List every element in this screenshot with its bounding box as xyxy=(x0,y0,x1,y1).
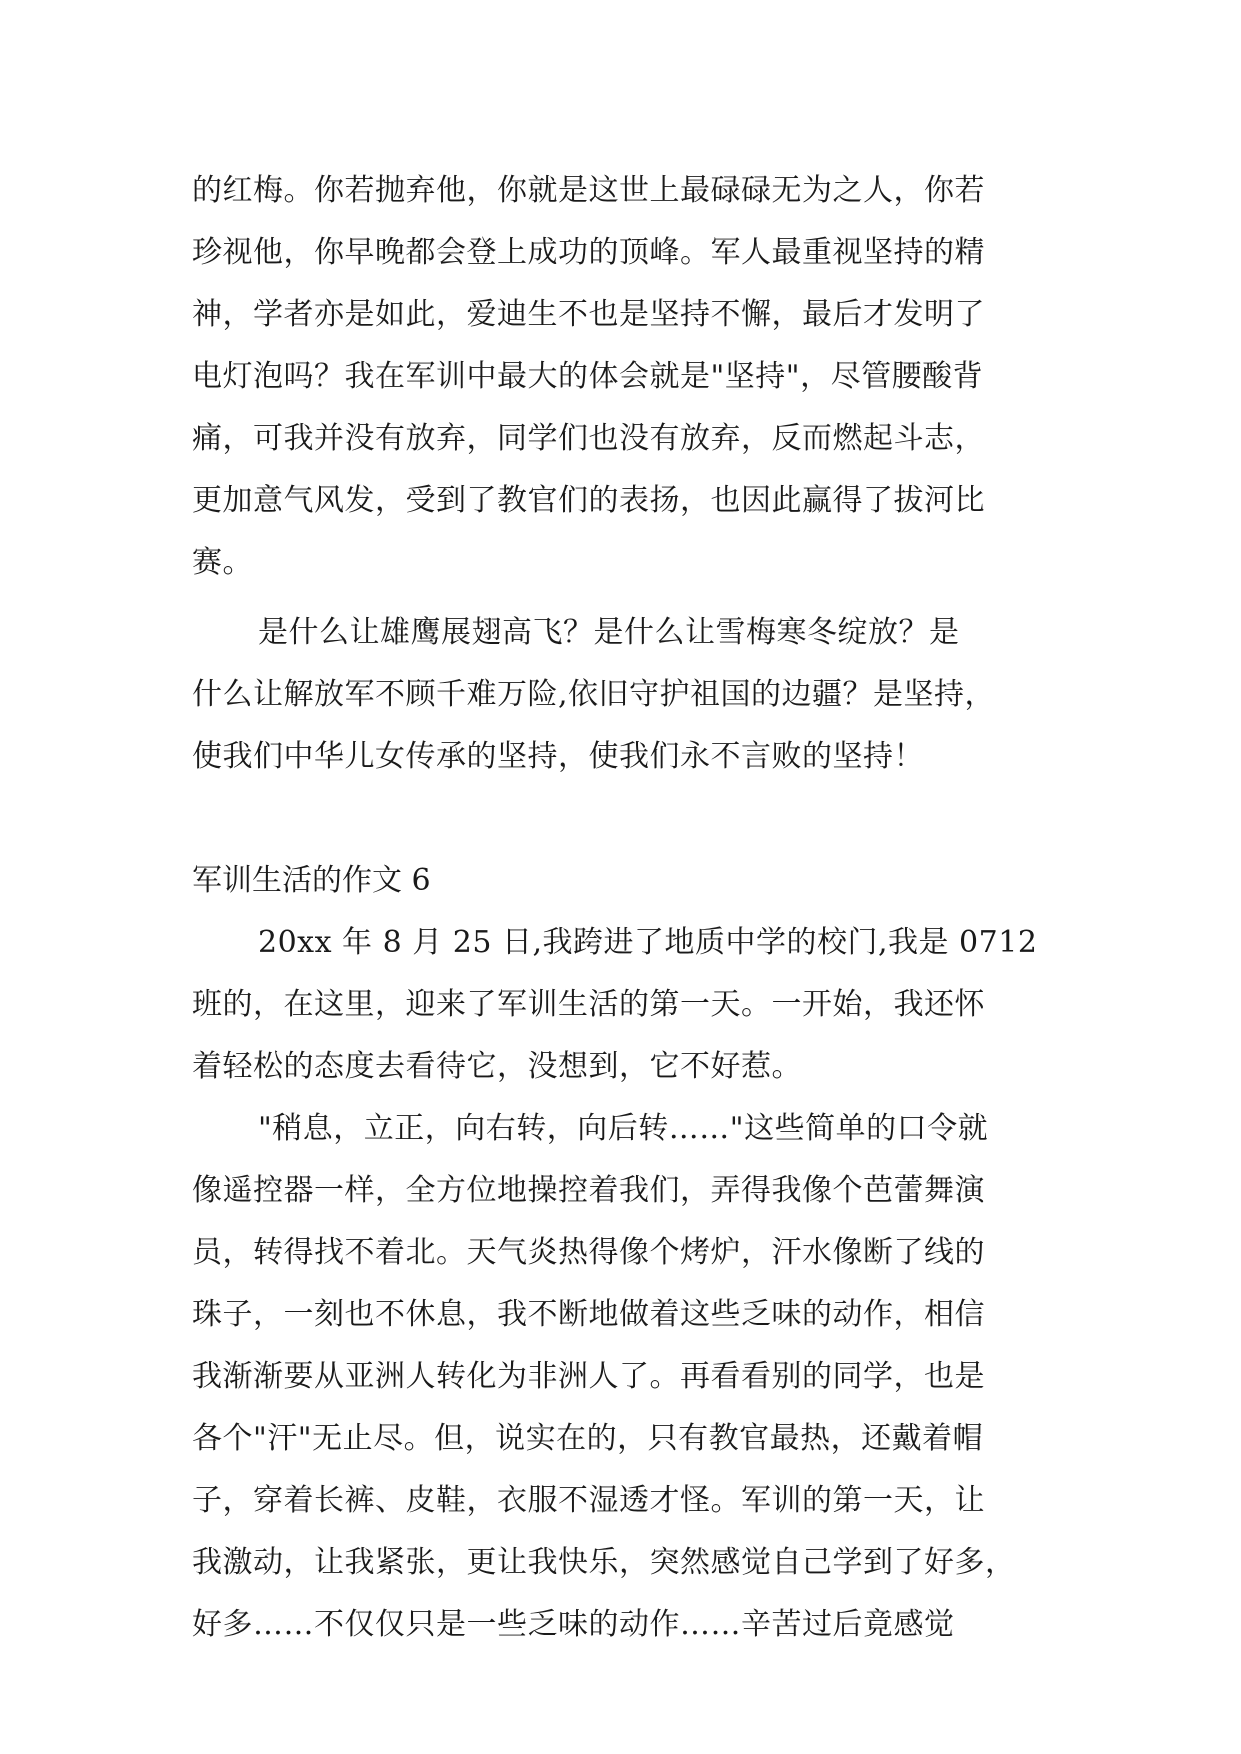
spacer xyxy=(192,594,1052,602)
text-line: 是什么让雄鹰展翅高飞？是什么让雪梅寒冬绽放？是 xyxy=(258,615,960,650)
text-line: 珍视他，你早晚都会登上成功的顶峰。军人最重视坚持的精 xyxy=(192,235,985,270)
spacer xyxy=(192,788,1052,850)
paragraph-2 xyxy=(192,602,1052,788)
text-line: 使我们中华儿女传承的坚持，使我们永不言败的坚持！ xyxy=(192,739,924,774)
text-line: 痛，可我并没有放弃，同学们也没有放弃，反而燃起斗志， xyxy=(192,421,985,456)
text-line: 我激动，让我紧张，更让我快乐，突然感觉自己学到了好多， xyxy=(192,1545,1016,1580)
text-line: "稍息，立正，向右转，向后转……"这些简单的口令就 xyxy=(258,1111,989,1146)
text-line: 电灯泡吗？我在军训中最大的体会就是"坚持"，尽管腰酸背 xyxy=(192,359,984,394)
text-line: 更加意气风发，受到了教官们的表扬，也因此赢得了拔河比 xyxy=(192,483,985,518)
document-page xyxy=(192,160,1052,1656)
text-line: 的红梅。你若抛弃他，你就是这世上最碌碌无为之人，你若 xyxy=(192,173,985,208)
text-line: 员，转得找不着北。天气炎热得像个烤炉，汗水像断了线的 xyxy=(192,1235,985,1270)
paragraph-1 xyxy=(192,160,1052,594)
text-line: 像遥控器一样，全方位地操控着我们，弄得我像个芭蕾舞演 xyxy=(192,1173,985,1208)
text-line: 什么让解放军不顾千难万险,依旧守护祖国的边疆？是坚持， xyxy=(192,677,996,712)
text-line: 班的，在这里，迎来了军训生活的第一天。一开始，我还怀 xyxy=(192,987,985,1022)
text-line: 子，穿着长裤、皮鞋，衣服不湿透才怪。军训的第一天，让 xyxy=(192,1483,985,1518)
text-line: 我渐渐要从亚洲人转化为非洲人了。再看看别的同学，也是 xyxy=(192,1359,985,1394)
text-line: 珠子，一刻也不休息，我不断地做着这些乏味的动作，相信 xyxy=(192,1297,985,1332)
text-line: 着轻松的态度去看待它，没想到，它不好惹。 xyxy=(192,1049,802,1084)
text-line: 赛。 xyxy=(192,545,253,580)
text-line: 各个"汗"无止尽。但，说实在的，只有教官最热，还戴着帽 xyxy=(192,1421,984,1456)
section-title: 军训生活的作文 6 xyxy=(192,863,431,898)
paragraph-4 xyxy=(192,1098,1052,1656)
text-line: 20xx 年 8 月 25 日,我跨进了地质中学的校门,我是 0712 xyxy=(258,925,1038,960)
text-line: 好多……不仅仅只是一些乏味的动作……辛苦过后竟感觉 xyxy=(192,1607,955,1642)
paragraph-3 xyxy=(192,912,1052,1098)
text-line: 神，学者亦是如此，爱迪生不也是坚持不懈，最后才发明了 xyxy=(192,297,985,332)
